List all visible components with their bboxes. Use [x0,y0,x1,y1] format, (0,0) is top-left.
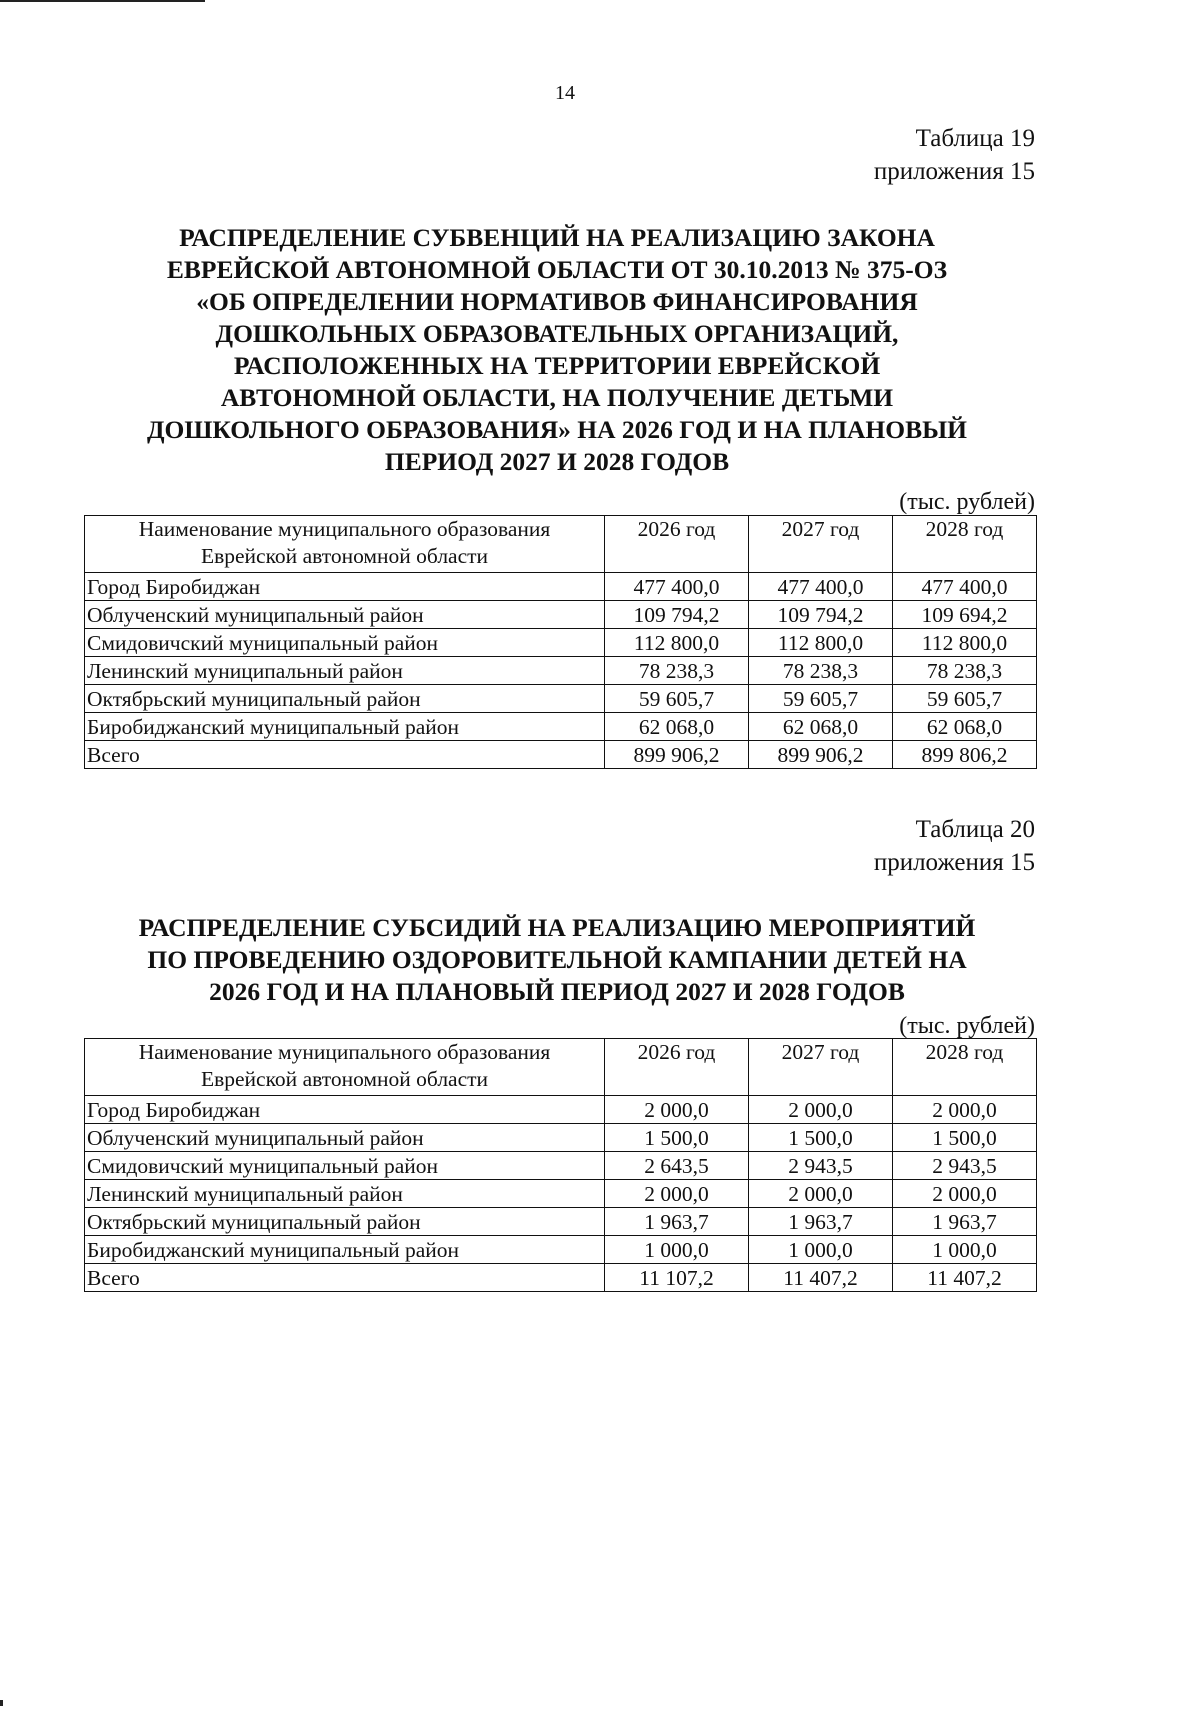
cell-2028: 78 238,3 [893,657,1037,685]
cell-2026: 11 107,2 [605,1264,749,1292]
heading-line: ПЕРИОД 2027 И 2028 ГОДОВ [384,447,730,476]
table-total-row [85,741,1037,769]
cell-2028: 1 000,0 [893,1236,1037,1264]
cell-2027: 59 605,7 [749,685,893,713]
cell-2026: 2 000,0 [605,1180,749,1208]
cell-2027: 109 794,2 [749,601,893,629]
cell-2028: 112 800,0 [893,629,1037,657]
cell-2026: 112 800,0 [605,629,749,657]
table-row [85,629,1037,657]
cell-2028: 2 000,0 [893,1180,1037,1208]
table-row [85,713,1037,741]
header-2028: 2028 год [893,516,1037,573]
units-label: (тыс. рублей) [899,1013,1035,1039]
table-row [85,1096,1037,1124]
cell-name: Всего [85,741,605,769]
cell-2027: 1 500,0 [749,1124,893,1152]
cell-2027: 477 400,0 [749,573,893,601]
cell-2026: 477 400,0 [605,573,749,601]
heading-line: ЕВРЕЙСКОЙ АВТОНОМНОЙ ОБЛАСТИ ОТ 30.10.2013 № 375-ОЗ [166,255,948,284]
cell-name: Город Биробиджан [85,573,605,601]
cell-2028: 2 000,0 [893,1096,1037,1124]
table-ref-line: Таблица 19 [915,125,1035,152]
scan-mark [0,1700,3,1706]
cell-2026: 62 068,0 [605,713,749,741]
table-row [85,573,1037,601]
table-header-row [85,516,1037,573]
cell-2028: 2 943,5 [893,1152,1037,1180]
cell-2027: 112 800,0 [749,629,893,657]
cell-name: Биробиджанский муниципальный район [85,713,605,741]
table-header-row [85,1039,1037,1096]
heading-line: РАСПРЕДЕЛЕНИЕ СУБСИДИЙ НА РЕАЛИЗАЦИЮ МЕРОПРИЯТИЙ [138,913,976,942]
cell-name: Облученский муниципальный район [85,601,605,629]
heading-line: ДОШКОЛЬНЫХ ОБРАЗОВАТЕЛЬНЫХ ОРГАНИЗАЦИЙ, [215,319,899,348]
header-line: Еврейской автономной области [200,1067,489,1091]
header-2027: 2027 год [749,1039,893,1096]
table-19-reference [874,122,1035,188]
header-line: Еврейской автономной области [200,544,489,568]
cell-2028: 59 605,7 [893,685,1037,713]
cell-2027: 11 407,2 [749,1264,893,1292]
heading-line: РАСПОЛОЖЕННЫХ НА ТЕРРИТОРИИ ЕВРЕЙСКОЙ [233,351,881,380]
table-20 [84,1038,1037,1292]
table-row [85,601,1037,629]
table-row [85,1208,1037,1236]
header-municipality [85,516,605,573]
heading-line: 2026 ГОД И НА ПЛАНОВЫЙ ПЕРИОД 2027 И 2028 ГОДОВ [209,977,905,1006]
table-total-row [85,1264,1037,1292]
cell-name: Биробиджанский муниципальный район [85,1236,605,1264]
cell-name: Октябрьский муниципальный район [85,685,605,713]
cell-2027: 899 906,2 [749,741,893,769]
top-rule [0,0,205,2]
appendix-ref-line: приложения 15 [873,158,1035,185]
table-row [85,1152,1037,1180]
table-row [85,657,1037,685]
cell-2026: 2 000,0 [605,1096,749,1124]
header-2026: 2026 год [605,1039,749,1096]
header-line: Наименование муниципального образования [138,1040,551,1064]
cell-2028: 62 068,0 [893,713,1037,741]
heading-line: РАСПРЕДЕЛЕНИЕ СУБВЕНЦИЙ НА РЕАЛИЗАЦИЮ ЗАКОНА [179,223,935,252]
header-municipality [85,1039,605,1096]
heading-line: АВТОНОМНОЙ ОБЛАСТИ, НА ПОЛУЧЕНИЕ ДЕТЬМИ [220,383,894,412]
header-2027: 2027 год [749,516,893,573]
cell-name: Ленинский муниципальный район [85,657,605,685]
cell-2027: 62 068,0 [749,713,893,741]
heading-line: ПО ПРОВЕДЕНИЮ ОЗДОРОВИТЕЛЬНОЙ КАМПАНИИ ДЕТЕЙ НА [147,945,967,974]
cell-name: Смидовичский муниципальный район [85,629,605,657]
cell-name: Всего [85,1264,605,1292]
cell-2026: 2 643,5 [605,1152,749,1180]
cell-2028: 1 963,7 [893,1208,1037,1236]
cell-2028: 11 407,2 [893,1264,1037,1292]
cell-2026: 1 963,7 [605,1208,749,1236]
page-number: 14 [555,82,575,104]
cell-name: Октябрьский муниципальный район [85,1208,605,1236]
cell-2027: 2 943,5 [749,1152,893,1180]
cell-2028: 1 500,0 [893,1124,1037,1152]
table-19-heading [84,222,1030,478]
cell-name: Город Биробиджан [85,1096,605,1124]
cell-2028: 477 400,0 [893,573,1037,601]
table-20-heading [84,912,1030,1008]
table-row [85,1124,1037,1152]
appendix-ref-line: приложения 15 [873,849,1035,876]
cell-2027: 78 238,3 [749,657,893,685]
table-row [85,685,1037,713]
header-2028: 2028 год [893,1039,1037,1096]
cell-2028: 899 806,2 [893,741,1037,769]
table-ref-line: Таблица 20 [915,816,1035,843]
heading-line: ДОШКОЛЬНОГО ОБРАЗОВАНИЯ» НА 2026 ГОД И НА ПЛАНОВЫЙ [147,415,967,444]
table-row [85,1180,1037,1208]
units-label: (тыс. рублей) [899,489,1035,515]
heading-line: «ОБ ОПРЕДЕЛЕНИИ НОРМАТИВОВ ФИНАНСИРОВАНИЯ [196,287,918,316]
cell-name: Облученский муниципальный район [85,1124,605,1152]
cell-2027: 2 000,0 [749,1180,893,1208]
cell-2026: 109 794,2 [605,601,749,629]
table-19 [84,515,1037,769]
cell-2027: 1 000,0 [749,1236,893,1264]
cell-2027: 2 000,0 [749,1096,893,1124]
table-row [85,1236,1037,1264]
cell-2026: 1 000,0 [605,1236,749,1264]
cell-2028: 109 694,2 [893,601,1037,629]
cell-2026: 78 238,3 [605,657,749,685]
table-20-reference [874,813,1035,879]
cell-2026: 59 605,7 [605,685,749,713]
cell-2026: 1 500,0 [605,1124,749,1152]
cell-2027: 1 963,7 [749,1208,893,1236]
cell-name: Смидовичский муниципальный район [85,1152,605,1180]
cell-2026: 899 906,2 [605,741,749,769]
header-2026: 2026 год [605,516,749,573]
cell-name: Ленинский муниципальный район [85,1180,605,1208]
header-line: Наименование муниципального образования [138,517,551,541]
